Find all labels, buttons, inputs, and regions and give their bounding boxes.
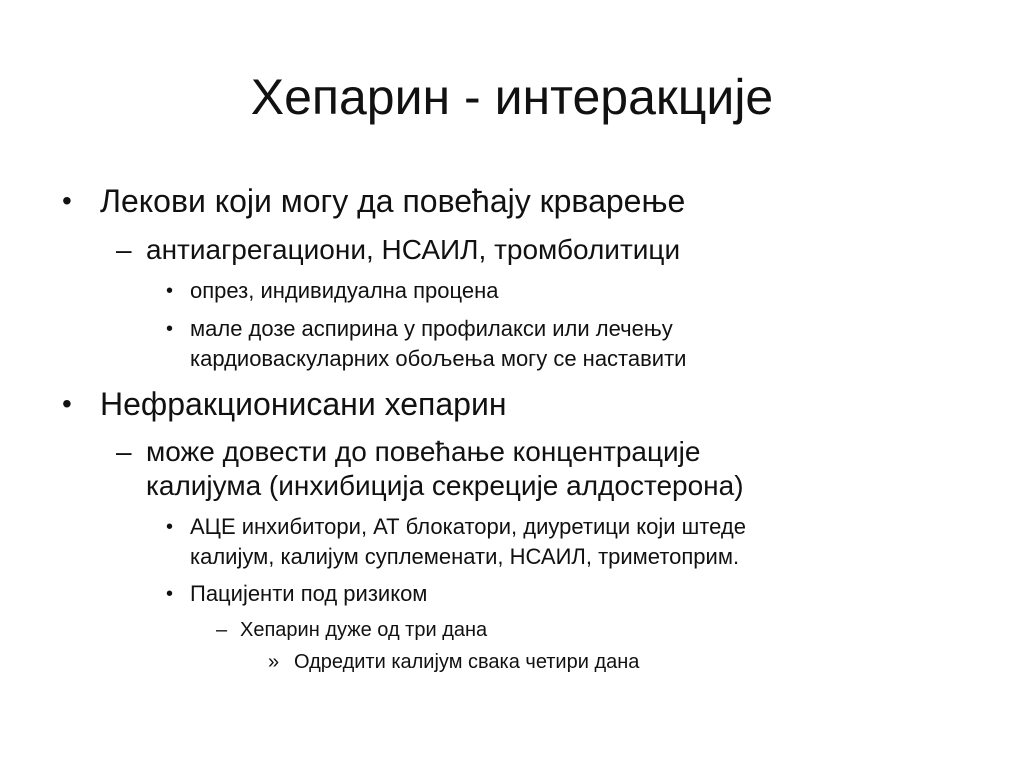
bullet-text-line: калијум, калијум суплеменати, НСАИЛ, триметоприм. (190, 544, 740, 569)
bullet-text: Хепарин дуже од три дана (240, 619, 488, 641)
bullet-text: Лекови који могу да повећају крварење (100, 183, 686, 219)
bullet-item-level1 (62, 385, 507, 423)
bullet-item-level2 (116, 435, 744, 503)
bullet-text: опрез, индивидуална процена (190, 278, 499, 303)
bullet-text: Одредити калијум свака четири дана (294, 651, 640, 673)
slide-title: Хепарин - интеракције (250, 69, 774, 125)
bullet-text-line: може довести до повећање концентрације (146, 436, 701, 467)
bullet-text: Нефракционисани хепарин (100, 386, 507, 422)
bullet-marker: • (166, 516, 174, 538)
bullet-item-level3 (166, 579, 428, 609)
dash-marker: – (116, 234, 132, 265)
bullet-item-level2 (116, 233, 681, 267)
bullet-text: антиагрегациони, НСАИЛ, тромболитици (146, 234, 681, 265)
bullet-text-line: калијума (инхибиција секреције алдостерона) (146, 470, 744, 501)
bullet-marker: • (166, 583, 174, 605)
bullet-item-level4 (216, 617, 488, 643)
bullet-item-level3 (166, 314, 687, 374)
bullet-text (190, 512, 746, 572)
bullet-text: Пацијенти под ризиком (190, 581, 428, 606)
bullet-text-line: кардиоваскуларних обољења могу се наставити (190, 346, 687, 371)
dash-marker: – (216, 619, 228, 641)
dash-marker: – (116, 436, 132, 467)
bullet-marker: • (166, 318, 174, 340)
bullet-marker: • (62, 185, 72, 216)
bullet-item-level3 (166, 276, 499, 306)
chevron-marker: » (268, 651, 280, 673)
bullet-marker: • (166, 280, 174, 302)
bullet-text-line: мале дозе аспирина у профилакси или лечењу (190, 316, 673, 341)
bullet-item-level5 (268, 649, 640, 675)
bullet-text (190, 314, 686, 374)
bullet-text (146, 435, 744, 503)
bullet-item-level1 (62, 182, 686, 220)
bullet-item-level3 (166, 512, 746, 572)
bullet-text-line: АЦЕ инхибитори, АТ блокатори, диуретици који штеде (190, 514, 746, 539)
bullet-marker: • (62, 388, 72, 419)
